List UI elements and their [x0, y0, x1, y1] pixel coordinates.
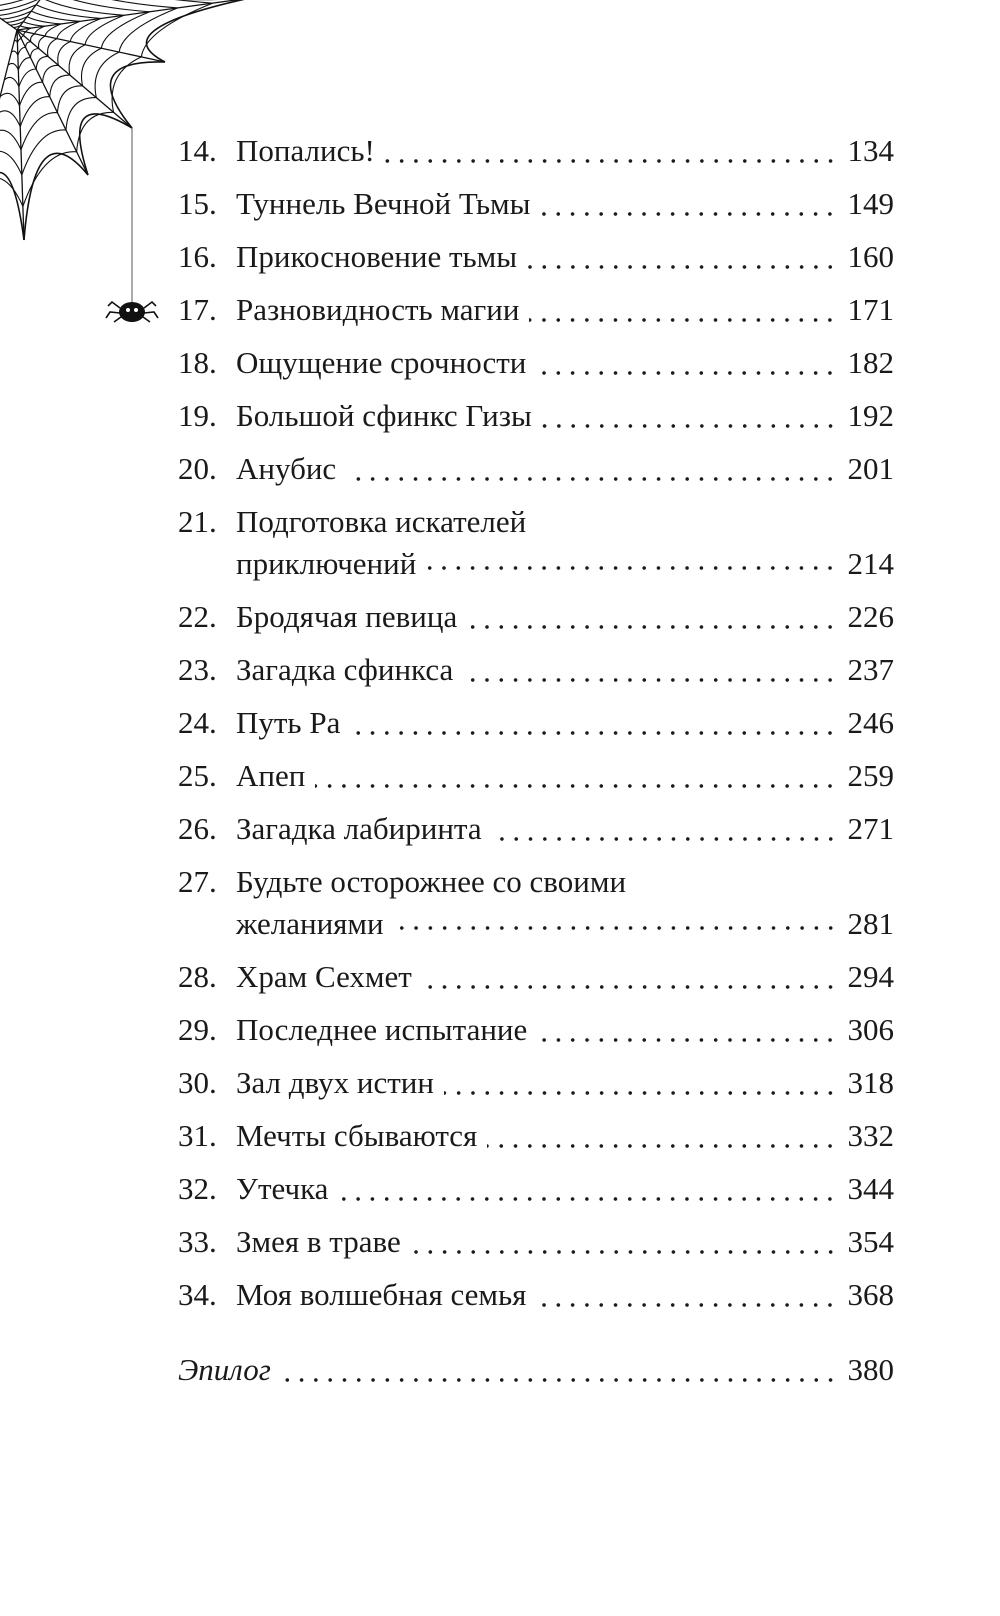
page-number: 192 [847, 398, 894, 433]
chapter-title: желаниями [236, 906, 384, 941]
chapter-title: Анубис [236, 451, 337, 486]
dot-leader [487, 1144, 837, 1148]
page-number: 259 [847, 758, 894, 793]
entry-body [236, 1215, 894, 1268]
dot-leader [411, 1250, 838, 1254]
toc-entry-epilog[interactable] [178, 1343, 894, 1396]
title-line [236, 950, 894, 1003]
entry-body [236, 283, 894, 336]
dot-leader [540, 212, 837, 216]
chapter-number: 28. [178, 959, 217, 994]
entry-body [236, 336, 894, 389]
page-number: 318 [847, 1065, 894, 1100]
chapter-number: 24. [178, 705, 217, 740]
title-line [236, 1003, 894, 1056]
chapter-number: 23. [178, 652, 217, 687]
page-number: 160 [847, 239, 894, 274]
entry-body [236, 495, 894, 590]
table-of-contents [178, 124, 894, 1396]
title-line [236, 1109, 894, 1162]
toc-entry[interactable] [178, 950, 894, 1003]
dot-leader [537, 1038, 837, 1042]
dot-leader [527, 265, 837, 269]
chapter-title: Туннель Вечной Тьмы [236, 186, 531, 221]
chapter-number: 18. [178, 345, 217, 380]
page-number: 214 [847, 546, 894, 581]
toc-entry[interactable] [178, 283, 894, 336]
page-number: 134 [847, 133, 894, 168]
toc-entry[interactable] [178, 336, 894, 389]
entry-body [236, 1268, 894, 1321]
page-number: 354 [847, 1224, 894, 1259]
chapter-number: 34. [178, 1277, 217, 1312]
entry-body [236, 749, 894, 802]
page-number: 246 [847, 705, 894, 740]
toc-entry[interactable] [178, 802, 894, 855]
chapter-title: Путь Ра [236, 705, 341, 740]
toc-entry[interactable] [178, 590, 894, 643]
entry-body [236, 177, 894, 230]
entry-body [236, 389, 894, 442]
entry-body [236, 643, 894, 696]
page-number: 281 [847, 906, 894, 941]
chapter-number: 25. [178, 758, 217, 793]
page-number: 149 [847, 186, 894, 221]
chapter-number: 15. [178, 186, 217, 221]
entry-body [236, 802, 894, 855]
title-line [236, 336, 894, 389]
chapter-number: 17. [178, 292, 217, 327]
chapter-title: Разновидность магии [236, 292, 520, 327]
dot-leader [422, 985, 838, 989]
title-line [236, 230, 894, 283]
toc-entry[interactable] [178, 1056, 894, 1109]
chapter-number: 30. [178, 1065, 217, 1100]
dot-leader [394, 926, 838, 930]
chapter-number: 26. [178, 811, 217, 846]
title-line [236, 1162, 894, 1215]
chapter-title: Змея в траве [236, 1224, 401, 1259]
title-line [236, 543, 894, 584]
title-line [236, 124, 894, 177]
chapter-title: Моя волшебная семья [236, 1277, 527, 1312]
chapter-number: 32. [178, 1171, 217, 1206]
chapter-title: Мечты сбываются [236, 1118, 478, 1153]
toc-entry[interactable] [178, 1215, 894, 1268]
chapter-number: 21. [178, 504, 217, 539]
dot-leader [467, 625, 837, 629]
page-number: 344 [847, 1171, 894, 1206]
page-number: 332 [847, 1118, 894, 1153]
toc-entry[interactable] [178, 1003, 894, 1056]
dot-leader [315, 784, 837, 788]
page-number: 306 [847, 1012, 894, 1047]
page-number: 171 [847, 292, 894, 327]
toc-entry[interactable] [178, 389, 894, 442]
chapter-title-part-1: Будьте осторожнее со своими [236, 864, 627, 899]
dot-leader [444, 1091, 838, 1095]
chapter-title-part-1: Подготовка искателей [236, 504, 527, 539]
chapter-number: 16. [178, 239, 217, 274]
dot-leader [426, 566, 837, 570]
epilog-title: Эпилог [178, 1352, 271, 1387]
entry-body [236, 950, 894, 1003]
entry-body [236, 1003, 894, 1056]
chapter-title: Храм Сехмет [236, 959, 412, 994]
entry-body [236, 1109, 894, 1162]
dot-leader [529, 318, 837, 322]
page-number: 182 [847, 345, 894, 380]
dot-leader [350, 731, 837, 735]
dot-leader [536, 371, 837, 375]
toc-entry[interactable] [178, 495, 894, 590]
page-number: 226 [847, 599, 894, 634]
title-line [236, 590, 894, 643]
title-line [236, 1268, 894, 1321]
title-line [236, 389, 894, 442]
dot-leader [385, 159, 838, 163]
chapter-number: 27. [178, 864, 217, 899]
dot-leader [281, 1378, 838, 1382]
chapter-number: 33. [178, 1224, 217, 1259]
page-number: 271 [847, 811, 894, 846]
chapter-title: Прикосновение тьмы [236, 239, 518, 274]
dot-leader [463, 678, 837, 682]
title-line [236, 802, 894, 855]
spider-icon [106, 302, 158, 322]
toc-entry[interactable] [178, 749, 894, 802]
page-number: 294 [847, 959, 894, 994]
title-line [236, 177, 894, 230]
title-line-1 [236, 861, 894, 903]
chapter-number: 20. [178, 451, 217, 486]
toc-entry[interactable] [178, 855, 894, 950]
title-line [236, 1215, 894, 1268]
toc-entry[interactable] [178, 1162, 894, 1215]
toc-entry[interactable] [178, 177, 894, 230]
toc-entry[interactable] [178, 124, 894, 177]
page-number: 368 [847, 1277, 894, 1312]
title-line [236, 696, 894, 749]
toc-entry[interactable] [178, 442, 894, 495]
toc-entry[interactable] [178, 643, 894, 696]
chapter-title: приключений [236, 546, 417, 581]
toc-entry[interactable] [178, 230, 894, 283]
page-number: 237 [847, 652, 894, 687]
title-line [236, 643, 894, 696]
entry-body [236, 855, 894, 950]
chapter-title: Зал двух истин [236, 1065, 434, 1100]
dot-leader [338, 1197, 837, 1201]
entry-body [236, 696, 894, 749]
chapter-title: Апеп [236, 758, 306, 793]
page-number: 380 [847, 1352, 894, 1387]
dot-leader [542, 424, 838, 428]
title-line [236, 283, 894, 336]
dot-leader [536, 1303, 837, 1307]
dot-leader [346, 477, 837, 481]
title-line [236, 903, 894, 944]
entry-body [236, 1056, 894, 1109]
entry-body [236, 1162, 894, 1215]
chapter-title: Утечка [236, 1171, 329, 1206]
title-line-1 [236, 501, 894, 543]
toc-entry[interactable] [178, 1109, 894, 1162]
chapter-title: Попались! [236, 133, 375, 168]
title-line [236, 442, 894, 495]
entry-body [236, 230, 894, 283]
entry-body [178, 1343, 894, 1396]
chapter-number: 22. [178, 599, 217, 634]
chapter-title: Бродячая певица [236, 599, 458, 634]
chapter-title: Последнее испытание [236, 1012, 528, 1047]
title-line [178, 1343, 894, 1396]
chapter-number: 14. [178, 133, 217, 168]
chapter-number: 19. [178, 398, 217, 433]
page-number: 201 [847, 451, 894, 486]
chapter-title: Ощущение срочности [236, 345, 527, 380]
entry-body [236, 590, 894, 643]
chapter-title: Загадка лабиринта [236, 811, 482, 846]
chapter-number: 31. [178, 1118, 217, 1153]
toc-entry[interactable] [178, 696, 894, 749]
chapter-title: Загадка сфинкса [236, 652, 454, 687]
title-line [236, 749, 894, 802]
chapter-number: 29. [178, 1012, 217, 1047]
entry-body [236, 442, 894, 495]
dot-leader [492, 837, 838, 841]
title-line [236, 1056, 894, 1109]
toc-entry[interactable] [178, 1268, 894, 1321]
chapter-title: Большой сфинкс Гизы [236, 398, 532, 433]
entry-body [236, 124, 894, 177]
